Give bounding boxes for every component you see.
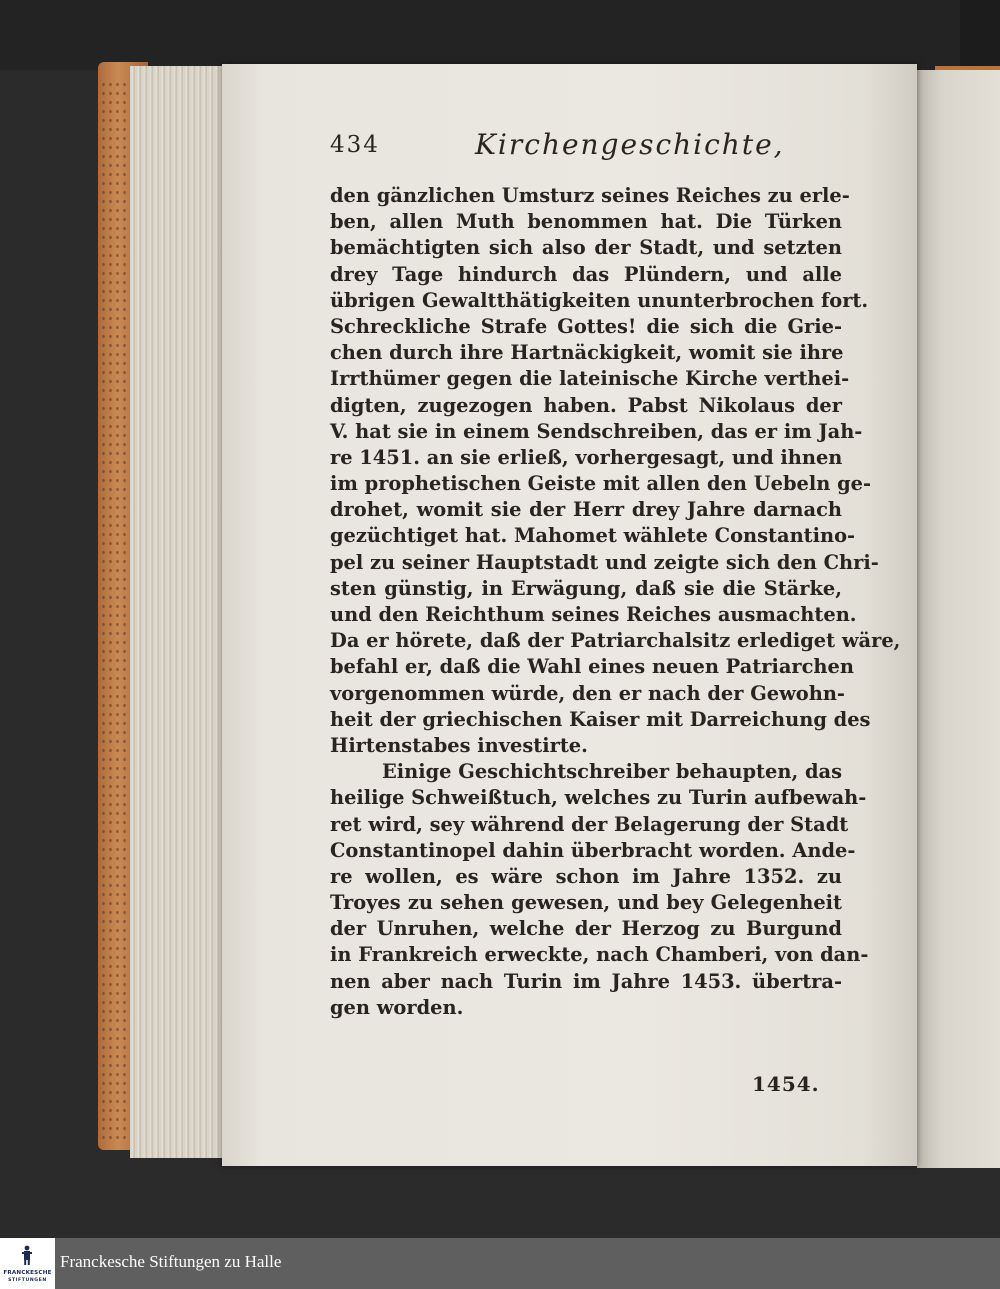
text-line: übrigen Gewaltthätigkeiten ununterbrochen fort. — [330, 288, 869, 312]
text-line: Troyes zu sehen gewesen, und bey Gelegenheit — [330, 891, 842, 915]
text-line: Hirtenstabes investirte. — [330, 733, 588, 757]
text-line: heit der griechischen Kaiser mit Darreichung des — [330, 707, 871, 731]
page-number: 434 — [330, 132, 380, 158]
text-line: ben, allen Muth benommen hat. Die Türken — [330, 210, 842, 234]
text-line: Constantinopel dahin überbracht worden. Ande- — [330, 838, 856, 862]
text-line: vorgenommen würde, den er nach der Gewohn- — [330, 681, 845, 705]
text-line: nen aber nach Turin im Jahre 1453. übertra- — [330, 969, 842, 993]
background-top — [0, 0, 1000, 70]
logo-text-line2: STIFTUNGEN — [8, 1278, 47, 1283]
text-line: den gänzlichen Umsturz seines Reiches zu erle- — [330, 184, 850, 207]
text-line: der Unruhen, welche der Herzog zu Burgund — [330, 917, 842, 941]
background-shadow — [960, 0, 1000, 70]
orphan-figure-icon — [21, 1245, 33, 1265]
text-line: re 1451. an sie erließ, vorhergesagt, und ihnen — [330, 445, 843, 469]
text-line: Einige Geschichtschreiber behaupten, das — [382, 760, 842, 784]
text-line: digten, zugezogen haben. Pabst Nikolaus der — [330, 393, 842, 417]
text-line: re wollen, es wäre schon im Jahre 1352. zu — [330, 864, 842, 888]
page-edges — [130, 66, 230, 1158]
text-line: Irrthümer gegen die lateinische Kirche verthei- — [330, 367, 850, 391]
text-line: V. hat sie in einem Sendschreiben, das er im Jah- — [330, 419, 863, 443]
logo-text-line1: FRANCKESCHE — [3, 1270, 52, 1276]
institution-logo[interactable] — [0, 1238, 55, 1289]
text-line: und den Reichthum seines Reiches ausmachten. — [330, 603, 857, 626]
text-line: chen durch ihre Hartnäckigkeit, womit sie ihre — [330, 341, 844, 365]
text-line: Schreckliche Strafe Gottes! die sich die Grie- — [330, 314, 842, 338]
text-line: gezüchtiget hat. Mahomet wählete Constantino- — [330, 524, 856, 548]
text-line: in Frankreich erweckte, nach Chamberi, von dan- — [330, 943, 869, 967]
page-body-text — [330, 183, 901, 1021]
text-line: drohet, womit sie der Herr drey Jahre darnach — [330, 498, 842, 522]
text-line: heilige Schweißtuch, welches zu Turin aufbewah- — [330, 786, 867, 810]
footer-bar — [0, 1238, 1000, 1289]
institution-name: Franckesche Stiftungen zu Halle — [60, 1252, 282, 1271]
catchword: 1454. — [752, 1072, 820, 1096]
running-head: Kirchengeschichte, — [475, 128, 785, 161]
facing-page — [917, 70, 1000, 1168]
text-line: ret wird, sey während der Belagerung der Stadt — [330, 812, 849, 836]
text-line: pel zu seiner Hauptstadt und zeigte sich den Chri- — [330, 550, 879, 574]
text-line: bemächtigten sich also der Stadt, und setzten — [330, 236, 842, 260]
text-line: im prophetischen Geiste mit allen den Uebeln ge- — [330, 472, 872, 496]
text-line: sten günstig, in Erwägung, daß sie die Stärke, — [330, 576, 842, 600]
page-header — [330, 128, 850, 164]
text-line: gen worden. — [330, 995, 464, 1019]
text-line: drey Tage hindurch das Plündern, und alle — [330, 262, 842, 286]
text-line: Da er hörete, daß der Patriarchalsitz erlediget wäre, — [330, 629, 901, 653]
text-line: befahl er, daß die Wahl eines neuen Patriarchen — [330, 655, 854, 679]
